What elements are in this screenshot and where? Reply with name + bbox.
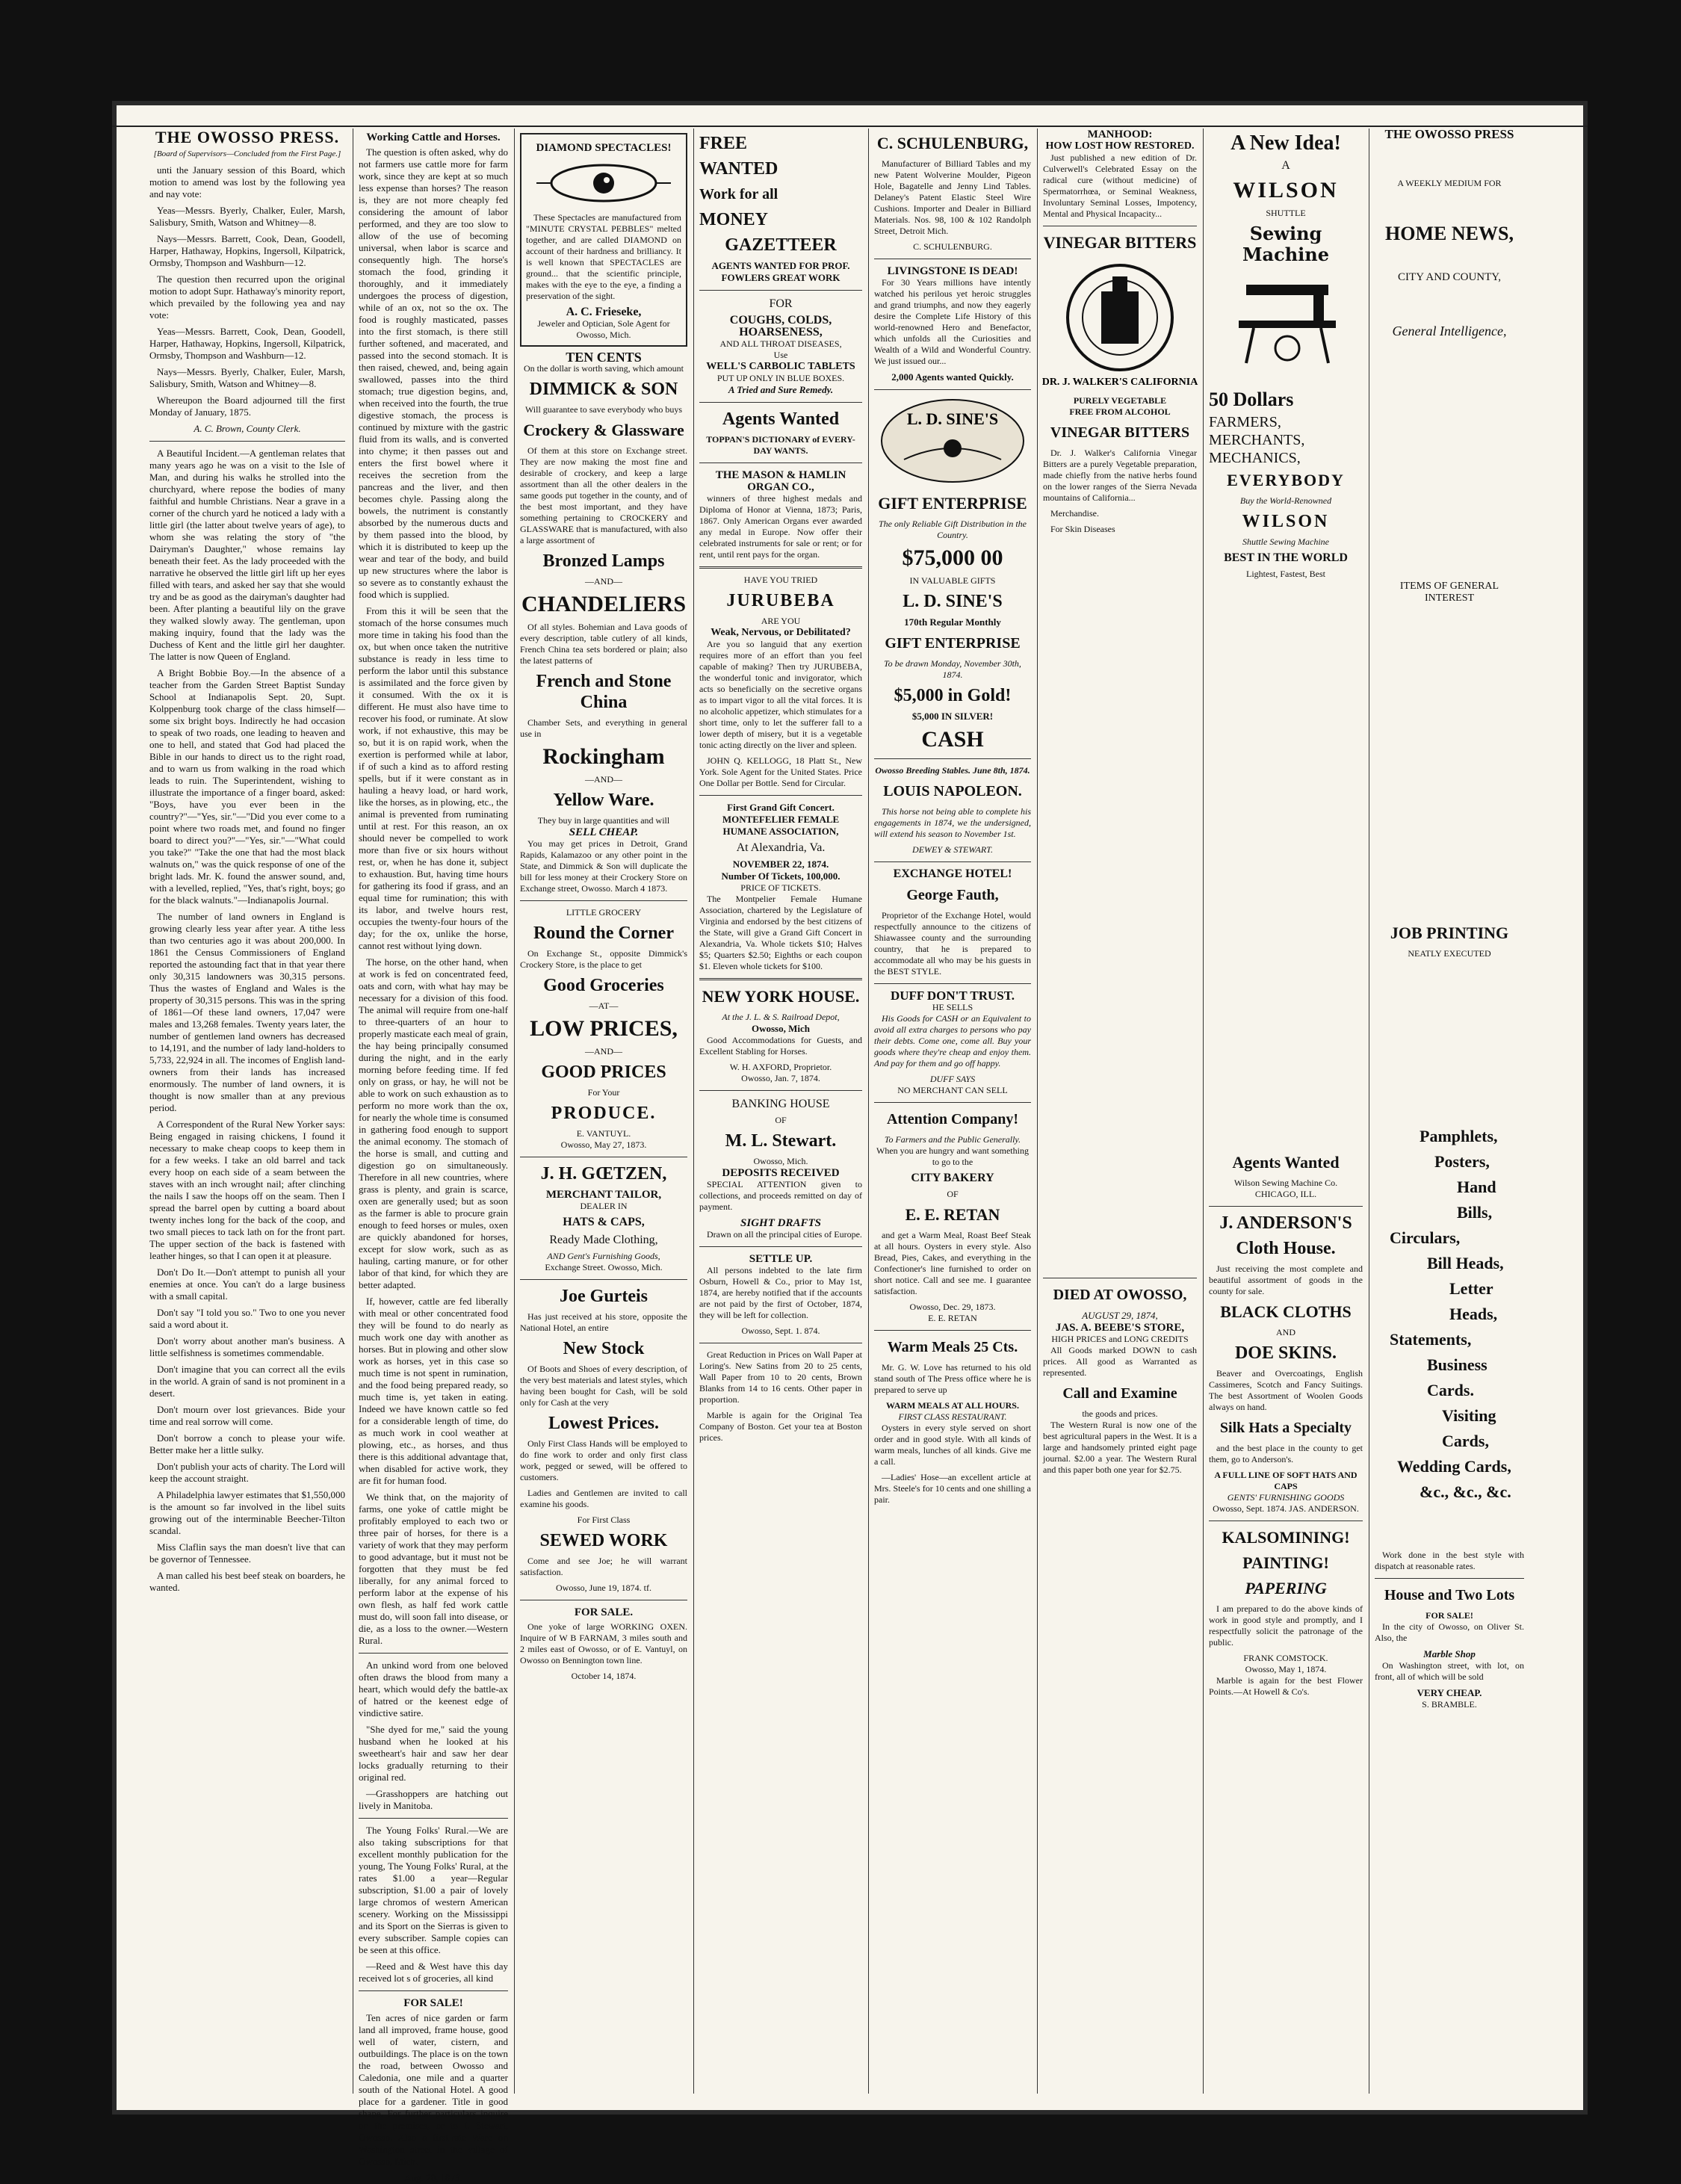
ad-text: Dr. J. Walker's California Vinegar Bitters are a purely Vegetable preparation, made chiefly from the native herbs found on the lower ranges of the Sierra Nevada mountains of California... bbox=[1043, 448, 1197, 503]
ad-title: Good Groceries bbox=[543, 976, 664, 995]
ad-text: For Skin Diseases bbox=[1050, 524, 1115, 534]
ad-title: Crockery & Glassware bbox=[523, 421, 684, 439]
ad-text: FOR SALE! bbox=[1425, 1610, 1473, 1621]
ad-text: Oysters in every style served on short order and in good style. With all kinds of warm meals, lunches of all kinds. Give me a call. bbox=[874, 1423, 1031, 1467]
ad-text: and the best place in the county to get them, go to Anderson's. bbox=[1209, 1443, 1363, 1464]
signature: A. C. Brown, County Clerk. bbox=[194, 423, 301, 434]
ad-text: MERCHANTS, bbox=[1209, 432, 1305, 448]
ad-text: For Your bbox=[587, 1087, 620, 1098]
ad-title: MANHOOD: bbox=[1087, 129, 1153, 140]
ad-text: Buy the World-Renowned bbox=[1239, 495, 1332, 506]
ad-title: C. SCHULENBURG, bbox=[876, 134, 1029, 152]
ad-title: Weak, Nervous, or Debilitated? bbox=[711, 627, 851, 638]
ad-title: FREE bbox=[699, 134, 748, 153]
ad-text: One yoke of large WORKING OXEN. Inquire of W B FARNAM, 3 miles south and 2 miles east of Owosso, or of E. Vantuyl, on Owosso on Bennington town line. bbox=[520, 1621, 687, 1665]
ad-text: Of them at this store on Exchange street. They are now making the most fine and desirable of crockery, and keep a large assortment than all the other dealers in the same goods put together in the county, and of the best most important, and they have something pertaining to CROCKERY and GLASSWARE that is manufactured, with also a large assortment of bbox=[520, 445, 687, 545]
ad-text: PURELY VEGETABLE bbox=[1073, 395, 1167, 406]
ad-text: Exchange Street. Owosso, Mich. bbox=[545, 1262, 663, 1272]
ad-title: GIFT ENTERPRISE bbox=[878, 494, 1027, 513]
ad-title: Attention Company! bbox=[886, 1111, 1019, 1127]
ad-text: Work done in the best style with dispatch at reasonable rates. bbox=[1375, 1550, 1524, 1571]
ad-title: DUFF DON'T TRUST. bbox=[890, 989, 1015, 1003]
ad-title: PRODUCE. bbox=[551, 1104, 657, 1123]
ad-title: L. D. SINE'S bbox=[903, 592, 1003, 611]
ad-sign: FRANK COMSTOCK. bbox=[1243, 1653, 1328, 1663]
top-rule bbox=[112, 126, 1588, 127]
ad-text: FIRST CLASS RESTAURANT. bbox=[898, 1411, 1007, 1422]
column-4 bbox=[699, 129, 862, 2094]
ad-title: TEN CENTS bbox=[566, 350, 642, 365]
ad-text: HE SELLS bbox=[932, 1002, 973, 1012]
story: Don't Do It.—Don't attempt to punish all your enemies at once. You can't do a large business with a small capital. bbox=[149, 1266, 345, 1302]
ad-text: PUT UP ONLY IN BLUE BOXES. bbox=[716, 373, 845, 383]
ad-text: These Spectacles are manufactured from "MINUTE CRYSTAL PEBBLES" melted together, and are called DIAMOND on account of their hardness and brilliancy. It is well known that SPECTACLES are ground... that the scientific principle, makes with the eye to the eye, a finding a preservation of the sight. bbox=[526, 212, 681, 301]
ad-title: LOW PRICES, bbox=[530, 1016, 678, 1041]
ad-title: First Grand Gift Concert. bbox=[727, 802, 835, 813]
subhead: [Board of Supervisors—Concluded from the First Page.] bbox=[153, 149, 341, 158]
ad-text: Owosso, Mich bbox=[752, 1023, 810, 1034]
ad-title: MONTEFELIER FEMALE HUMANE ASSOCIATION, bbox=[722, 814, 840, 837]
ad-text: Use bbox=[773, 350, 788, 360]
agent-sub: Jeweler and Optician, Sole Agent for Owosso, Mich. bbox=[537, 318, 670, 340]
ad-text: GENTS' FURNISHING GOODS bbox=[1227, 1492, 1345, 1503]
ad-text: A Tried and Sure Remedy. bbox=[728, 384, 834, 395]
ad-text: Mr. G. W. Love has returned to his old stand south of The Press office where he is prepared to serve up bbox=[874, 1362, 1031, 1395]
ad-title: Joe Gurteis bbox=[560, 1287, 648, 1306]
emblem-label: DR. J. WALKER'S CALIFORNIA bbox=[1041, 377, 1198, 388]
column-1 bbox=[149, 129, 345, 2094]
story: The number of land owners in England is growing clearly less year after year. A tithe less than two centuries ago it was about 200,000. In 1861 the Census Commissioners of England reported the astounding fact that in that year there only 30,315 landowners was 30,315 persons. Thus the wastes of England and Wales is the property of 30,315 persons. This was in the spring of 1861—Of these land owners, 17,047 were males and 13,268 females. Twenty years later, the number of gentlemen land owners has decreased to 14,191, and the number of lady land-holders to 5,733, 22,924 in all. The incomes of English land-owners from their lands has increased enormously. The number of land owners, it is thought is now smaller than at any previous period. bbox=[149, 911, 345, 1113]
ad-text: Of all styles. Bohemian and Lava goods of every description, table cutlery of all kinds, French China tea sets bordered or plain; also the latest patterns of bbox=[520, 622, 687, 666]
page-edge-left bbox=[0, 0, 112, 2143]
ad-text: VERY CHEAP. bbox=[1417, 1687, 1482, 1698]
job-handbills: Hand Bills, bbox=[1457, 1178, 1496, 1222]
ad-amount: $5,000 IN SILVER! bbox=[911, 711, 994, 722]
story: Don't imagine that you can correct all the evils in the world. A grain of sand is not prominent in a desert. bbox=[149, 1364, 345, 1399]
ad-title: Call and Examine bbox=[1062, 1385, 1177, 1402]
ad-title: SEWED WORK bbox=[539, 1531, 668, 1550]
ad-title: Rockingham bbox=[542, 744, 665, 769]
date: Aug. 20, 1873. bbox=[404, 2172, 462, 2183]
ad-text: Wilson Sewing Machine Co. bbox=[1233, 1178, 1338, 1188]
ad-text: The Montpelier Female Humane Association, chartered by the Legislature of Virginia and endorsed by the best citizens of the State, will give a Grand Gift Concert in Alexandria, Va. Whole tickets $10; Halves $5; Quarters $2.50; Eighths or each coupon $1. Eleven whole tickets for $100. bbox=[699, 894, 862, 971]
ad-text: Number Of Tickets, 100,000. bbox=[721, 870, 840, 882]
ad-text: You may get prices in Detroit, Grand Rapids, Kalamazoo or any other point in the State, and Dimmick & Son will duplicate the bill for less money at their Crockery Store on Exchange street, Owosso. March 4 1873. bbox=[520, 838, 687, 894]
emblem-title: L. D. SINE'S bbox=[906, 409, 999, 428]
ad-text: Just published a new edition of Dr. Culverwell's Celebrated Essay on the radical cure (without medicine) of Spermatorrhœa, or Seminal Weakness, Involuntary Seminal Losses, Impotency, Mental and Physical Incapacity... bbox=[1043, 152, 1197, 219]
ad-text: Owosso, Mich. bbox=[753, 1156, 808, 1166]
ad-text: HAVE YOU TRIED bbox=[743, 575, 818, 585]
ad-date: Owosso, May 1, 1874. bbox=[1245, 1664, 1327, 1674]
ad-text: Just receiving the most complete and beautiful assortment of goods in the county for sale. bbox=[1209, 1263, 1363, 1296]
ad-title: Bronzed Lamps bbox=[542, 551, 665, 571]
ad-and: —AND— bbox=[585, 576, 622, 587]
job-statements: Statements, bbox=[1390, 1330, 1472, 1349]
article-paragraph: The question is often asked, why do not farmers use cattle more for farm work, since they are kept at so much less expense than horses? The reason is, they are not more cheaply fed considering the amount of labor performed, and they are too slow to allow of the use of becoming universal, when labor is scarce and consequently high. The horse's stomach the food, grinding it thoroughly, and it immediately undergoes the process of digestion, while of an ox, not so the ox. The food is roughly masticated, passes into the first stomach, is there still further softened, and macerated, and passed into the second stomach. It is then raised, chewed, and, being again swallowed, passes into the third stomach; true digestion begins, and, when received into the fourth, the true digestive stomach, the process is continued by mixture with the gastric fluid from its walls, and is converted into chyme; it then passes out and enters the first bowel where it receives the secretion from the pancreas and the liver, and then becomes chyle. Passing along the bowels, the nutriment is constantly absorbed by the numerous ducts and by them passed into the blood, by which it is distributed to keep up the wear and tear of the body, and build up new structures where the labor is so severe as to constantly exhaust the food which is supplied. bbox=[359, 146, 508, 600]
ad-text: On Washington street, with lot, on front, all of which will be sold bbox=[1375, 1660, 1524, 1682]
gift-enterprise-emblem-icon bbox=[874, 396, 1031, 486]
ad-text: JOHN Q. KELLOGG, 18 Platt St., New York. Sole Agent for the United States. Price One Dollar per Bottle. Send for Circular. bbox=[699, 755, 862, 788]
ad-text: All Goods marked DOWN to cash prices. All good as Warranted as represented. bbox=[1043, 1345, 1197, 1378]
ad-sign: C. SCHULENBURG. bbox=[913, 241, 992, 252]
ad-title: EVERYBODY bbox=[1227, 471, 1345, 489]
story: A man called his best beef steak on boarders, he wanted. bbox=[149, 1570, 345, 1593]
ad-text: winners of three highest medals and Diploma of Honor at Vienna, 1873; Paris, 1867. Only American Organs ever awarded any medal in Europe. Now offer their celebrated instruments for sale or rent; or for rent, until rent pays for the organ. bbox=[699, 493, 862, 560]
ad-title: DIMMICK & SON bbox=[529, 380, 678, 399]
ad-text: Manufacturer of Billiard Tables and my new Patent Wolverine Moulder, Pigeon Hole, Bagatelle and Jenny Lind Tables. Delaney's Patent Elastic Steel Wire Cushions. Importer and Dealer in Billiard Materials. Nos. 98, 100 & 102 Randolph Street, Detroit Mich. bbox=[874, 158, 1031, 236]
article-paragraph: From this it will be seen that the stomach of the horse consumes much more time in taking his food than the ox, but when once taken the nutritive substance is ready in less time to perform the labor until this substance is assimilated and the force given by it consumed. With the ox it is different. He must also have time to recover his food, or ruminate. At slow work, if not exhaustive, this may be so, but it is on rapid work, when the exertion is performed while at labor, if of such a kind as to afford resting spells, but if it were constant as in hauling a heavy load, or hard work, like the horses, as in plowing, etc., the animal is prevented from ruminating until at rest. For this reason, an ox should never be compelled to work more than five or six hours without rest, or, when he has done it, subject to exhaustion. But, having time hours for gathering its food if grass, and an equal time for rumination; this with its labor, and twelve hours rest, occupies the twenty-four hours of the day; for the ox, unlike the horse, cannot rest without lying down. bbox=[359, 605, 508, 951]
ad-text: Of Boots and Shoes of every description, of the very best materials and latest styles, which having been bought for Cash, will be sold only for Cash at the very bbox=[520, 1364, 687, 1408]
story: Miss Claflin says the man doesn't live that can be governor of Tennessee. bbox=[149, 1541, 345, 1565]
ad-text: Chamber Sets, and everything in general use in bbox=[520, 717, 687, 739]
ad-text: For First Class bbox=[577, 1515, 631, 1525]
story: A Bright Bobbie Boy.—In the absence of a teacher from the Garden Street Baptist Sunday School at Indianapolis Sept. 20, Supt. Kolppenburg took charge of the class himself—some six bright boys. Indirectly he had occasion to speak of two roads, one leading to heaven and one to hell, and stated that God had placed the Bible in our hands to direct us to the right road, and to warn us from walking in the road which leads to ruin. The Superintendent, wishing to illustrate the importance of a finger board, asked: "Boys, have you ever been in the country?"—"Yes, sir."—"Did you ever come to a point where two roads met, and found no finger board to direct you?"—"Yes, sir."—"What could you take?" "Take the one that had the most black walnuts on," was the quick response of one of the bright lads. Mr. K. found the answer sound, and, with a levelled, replied, "Yes, that's right, boys; go for the black walnuts."—Indianapolis Journal. bbox=[149, 667, 345, 906]
notice: —Reed and & West have this day received lot s of groceries, all kind bbox=[359, 1961, 508, 1984]
ad-text: General Intelligence, bbox=[1392, 324, 1507, 338]
column-rule bbox=[1037, 129, 1038, 2094]
column-2 bbox=[359, 129, 508, 2183]
ad-and: —AND— bbox=[585, 774, 622, 785]
job-posters: Posters, bbox=[1434, 1152, 1490, 1171]
story: A Philadelphia lawyer estimates that $1,550,000 is the amount so far involved in the libel suits growing out of the interminable Beecher-Tilton scandal. bbox=[149, 1489, 345, 1536]
article-paragraph: Yeas—Messrs. Barrett, Cook, Dean, Goodell, Harper, Hathaway, Hopkins, Ingersoll, Kilpatrick, Ormsby, Thompson and Washburn—12. bbox=[149, 326, 345, 361]
ad-title: MONEY bbox=[699, 210, 768, 229]
faded-text-block bbox=[1209, 580, 1363, 1148]
ad-text: When you are hungry and want something to go to the bbox=[876, 1145, 1029, 1167]
column-3 bbox=[520, 129, 687, 2094]
ad-title: M. L. Stewart. bbox=[725, 1131, 837, 1151]
ad-text: A FULL LINE OF SOFT HATS AND CAPS bbox=[1214, 1470, 1358, 1491]
ad-text: Proprietor of the Exchange Hotel, would respectfully announce to the citizens of Shiawassee county and the surrounding country, that he is prepared to accommodate all who may be his guests in the BEST STYLE. bbox=[874, 910, 1031, 977]
ad-title: George Fauth, bbox=[906, 887, 999, 903]
ad-date: Owosso, Sept. 1874. JAS. ANDERSON. bbox=[1213, 1503, 1359, 1514]
article-paragraph: We think that, on the majority of farms, one yoke of cattle might be profitably employed to each two or three pair of horses, for there is a variety of work that they may perform to good advantage, but it must not be forgotten that they must be fed liberally, for any animal forced to perform labor at the expense of his own flesh, as half fed work cattle must do, will soon fall into disease, or die, as a loss to the owner.—Western Rural. bbox=[359, 1491, 508, 1646]
vinegar-bitters-emblem-icon bbox=[1043, 258, 1197, 392]
column-rule bbox=[514, 129, 515, 2094]
ad-text: FOR bbox=[769, 297, 793, 310]
article-paragraph: The horse, on the other hand, when at work is fed on concentrated feed, oats and corn, with what hay may be necessary for a division of this food. The animal will require from one-half to three-quarters of an hour to properly masticate each meal of grain, the hay being principally consumed during the night, and in the early morning before feeding time. If fed only on grass, or hay, he will not be able to work on such exhaustion as to perform no more work than the ox, for nearly the whole time is consumed in gathering food enough to support the animal economy. The stomach of the horse is small, and cutting and digestion go on simultaneously. Therefore in all new countries, where grass is plenty, and grain is scarce, oxen are generally used; but as soon as the farmer is able to procure grain enough to feed horses or mules, oxen are quickly abandoned for horses, except for slow work, such as as hauling, carting manure, or for other labor of that kind, for which they are better adapted. bbox=[359, 956, 508, 1290]
ad-title: Sewing Machine bbox=[1242, 223, 1329, 265]
agent-name: A. C. Frieseke, bbox=[566, 306, 642, 318]
item: "She dyed for me," said the young husband when he looked at his sweetheart's hair and saw her dear locks gradually returning to their original red. bbox=[359, 1724, 508, 1783]
ad-text: AUGUST 29, 1874, bbox=[1082, 1310, 1158, 1321]
ad-title: Marble Shop bbox=[1423, 1648, 1476, 1659]
ad-text: Owosso Breeding Stables. June 8th, 1874. bbox=[875, 765, 1030, 776]
job-billheads: Bill Heads, bbox=[1427, 1254, 1504, 1272]
ad-date: October 14, 1874. bbox=[571, 1671, 637, 1681]
ad-text: The Western Rural is now one of the best agricultural papers in the West. It is a large and handsomely printed eight page journal. $2.00 a year. The Western Rural and this paper both one year for $2.75. bbox=[1043, 1420, 1197, 1475]
ad-text: Has just received at his store, opposite the National Hotel, an entire bbox=[520, 1311, 687, 1333]
job-circulars: Circulars, bbox=[1390, 1228, 1461, 1247]
ad-title: A New Idea! bbox=[1230, 132, 1341, 155]
masthead: THE OWOSSO PRESS. bbox=[155, 128, 340, 146]
ad-title: CITY BAKERY bbox=[911, 1172, 994, 1184]
ad-text: Drawn on all the principal cities of Europe. bbox=[707, 1229, 862, 1240]
ad-title: AGENTS WANTED FOR PROF. FOWLERS GREAT WORK bbox=[711, 260, 850, 283]
ad-title: SETTLE UP. bbox=[749, 1253, 813, 1265]
ad-text: HIGH PRICES and LONG CREDITS bbox=[1051, 1334, 1189, 1344]
ad-title: BEST IN THE WORLD bbox=[1224, 551, 1348, 564]
ad-amount: $75,000 00 bbox=[902, 545, 1003, 570]
ad-title: PAINTING! bbox=[1242, 1553, 1329, 1572]
ad-title: Lowest Prices. bbox=[548, 1414, 659, 1433]
ad-text: NOVEMBER 22, 1874. bbox=[732, 859, 829, 870]
ad-date: Owosso, June 19, 1874. tf. bbox=[556, 1583, 651, 1593]
ad-text: OF bbox=[947, 1189, 959, 1199]
ad-title: WANTED bbox=[699, 159, 778, 179]
column-rule bbox=[868, 129, 869, 2094]
article-paragraph: If, however, cattle are fed liberally with meal or other concentrated food they will be found to do nearly as much work one day with another as horses. But in plowing and other slow work as horses, yet in this case so much time is not spent in rumination, and the food being prepared ready, so much time is, yet taken in eating. Indeed we have known cattle so fed for a considerable length of time, do as much work in cool weather at plowing, etc., as horses, and thus there is this additional advantage that, when disabled for active work, they are fit for human food. bbox=[359, 1296, 508, 1486]
ad-title: Round the Corner bbox=[533, 924, 674, 943]
eye-icon bbox=[526, 157, 681, 209]
ad-title: EXCHANGE HOTEL! bbox=[893, 867, 1012, 880]
ad-title: THE MASON & HAMLIN ORGAN CO., bbox=[715, 469, 846, 493]
ad-title: PAPERING bbox=[1245, 1579, 1327, 1597]
ad-text: AND ALL THROAT DISEASES, bbox=[719, 338, 842, 349]
ad-text: AND bbox=[1276, 1327, 1295, 1337]
column-6 bbox=[1043, 129, 1197, 2094]
ad-title: MERCHANT TAILOR, bbox=[545, 1189, 662, 1201]
sewing-machine-icon bbox=[1209, 270, 1363, 367]
ad-amount: $5,000 in Gold! bbox=[894, 686, 1012, 705]
ad-text: SHUTTLE bbox=[1266, 208, 1306, 218]
ad-title: Agents Wanted bbox=[722, 409, 840, 429]
ad-title: VINEGAR BITTERS bbox=[1043, 233, 1197, 252]
ad-title: HATS & CAPS, bbox=[563, 1216, 645, 1228]
article-title: Working Cattle and Horses. bbox=[366, 132, 501, 143]
ad-title: GOOD PRICES bbox=[541, 1062, 666, 1082]
ad-title: SIGHT DRAFTS bbox=[740, 1217, 821, 1229]
article-paragraph: Whereupon the Board adjourned till the first Monday of January, 1875. bbox=[149, 395, 345, 418]
ad-text: E. VANTUYL. bbox=[576, 1128, 631, 1139]
ad-title: Work for all bbox=[699, 186, 778, 202]
ad-title: Agents Wanted bbox=[1232, 1153, 1340, 1172]
ad-text: All persons indebted to the late firm Osburn, Howell & Co., prior to May 1st, 1874, are hereby notified that if the accounts are not paid by the first of October, 1874, they will be left for collection. bbox=[699, 1265, 862, 1320]
ad-title: THE OWOSSO PRESS bbox=[1384, 127, 1514, 141]
ad-sign: E. E. RETAN bbox=[928, 1313, 977, 1323]
ad-text: Come and see Joe; he will warrant satisfaction. bbox=[520, 1556, 687, 1577]
ad-title: CASH bbox=[921, 727, 984, 752]
item: —Grasshoppers are hatching out lively in Manitoba. bbox=[359, 1788, 508, 1811]
ad-title: WILSON bbox=[1233, 178, 1339, 202]
ad-title: New Stock bbox=[563, 1339, 645, 1358]
ad-text: MECHANICS, bbox=[1209, 450, 1301, 466]
ad-text: SPECIAL ATTENTION given to collections, and proceeds remitted on day of payment. bbox=[699, 1179, 862, 1212]
column-8 bbox=[1375, 129, 1524, 2094]
ad-text: They buy in large quantities and will bbox=[537, 815, 670, 826]
ad-and: —AT— bbox=[589, 1000, 619, 1011]
story: Don't worry about another man's business. A little selfishness is sometimes commendable. bbox=[149, 1335, 345, 1358]
job-pamphlets: Pamphlets, bbox=[1420, 1127, 1498, 1145]
ad-title: HOME NEWS, bbox=[1385, 223, 1514, 244]
ad-title: J. ANDERSON'S bbox=[1219, 1213, 1352, 1233]
article-paragraph: Yeas—Messrs. Byerly, Chalker, Euler, Marsh, Salisbury, Smith, Watson and Whitney—8. bbox=[149, 205, 345, 228]
ad-title: TOPPAN'S DICTIONARY of EVERY-DAY WANTS. bbox=[706, 434, 855, 456]
ad-date: Owosso, Sept. 1. 874. bbox=[741, 1325, 820, 1336]
ad-title: Yellow Ware. bbox=[553, 791, 654, 810]
ad-title: COUGHS, COLDS, HOARSENESS, bbox=[729, 314, 832, 338]
ad-text: Lightest, Fastest, Best bbox=[1246, 569, 1325, 579]
ad-title: BANKING HOUSE bbox=[731, 1098, 830, 1110]
ad-title: NEW YORK HOUSE. bbox=[702, 987, 860, 1006]
article-paragraph: The question then recurred upon the original motion to adopt Supr. Hathaway's minority report, which prevailed by the following yea and nay vote: bbox=[149, 273, 345, 321]
ad-text: ITEMS OF GENERAL INTEREST bbox=[1399, 581, 1499, 604]
ad-title: HOW LOST HOW RESTORED. bbox=[1045, 140, 1195, 152]
ad-text: Marble is again for the best Flower Points.—At Howell & Co's. bbox=[1209, 1675, 1363, 1697]
ad-text: the goods and prices. bbox=[1082, 1408, 1158, 1419]
story: Don't publish your acts of charity. The Lord will keep the account straight. bbox=[149, 1461, 345, 1484]
ad-text: FARMERS, bbox=[1209, 414, 1281, 430]
column-7 bbox=[1209, 129, 1363, 2094]
story: A Correspondent of the Rural New Yorker says: Being engaged in raising chickens, I found it necessary to make cheap coops to keep them in for a few weeks. I take an old barrel and tack every hoop on each side of a seam between the staves with an inch wrought nail; after clinching the nails I saw the hoops off on the seam. Then I spread the barrel open by cutting a board about twenty inches long for the back of the coop, and two small pieces to tack lath on for the front part. The upper section of the back is fastened with leather hinges, so that I can open it at pleasure. bbox=[149, 1119, 345, 1261]
ad-title: VINEGAR BITTERS bbox=[1050, 424, 1190, 441]
ad-text: His Goods for CASH or an Equivalent to avoid all extra charges to persons who pay their debts. Come one, come all. Buy your goods where they're cheap and enjoy them. And pay for them and go off happy. bbox=[874, 1013, 1031, 1068]
ad-sign: S. BRAMBLE. bbox=[1422, 1699, 1477, 1710]
ad-text: NEATLY EXECUTED bbox=[1408, 948, 1491, 959]
ad-text: Are you so languid that any exertion requires more of an effort than you feel capable of making? Then try JURUBEBA, the wonderful tonic and invigorator, which acts so beneficially on the secretive organs as to impart vigor to all the vital forces. It is no alcoholic appetizer, which stimulates for a short time, only to let the sufferer fall to a lower depth of misery, but it is a vegetable tonic acting directly on the liver and spleen. bbox=[699, 639, 862, 750]
story: Don't say "I told you so." Two to one you never said a word about it. bbox=[149, 1307, 345, 1330]
ad-title: DIAMOND SPECTACLES! bbox=[536, 142, 672, 154]
forsale-heading: FOR SALE! bbox=[403, 1997, 463, 2009]
ad-title: FOR SALE. bbox=[574, 1606, 634, 1618]
ad-text: The only Reliable Gift Distribution in the Country. bbox=[879, 519, 1027, 540]
job-letterheads: Letter Heads, bbox=[1449, 1279, 1498, 1323]
page-edge-right bbox=[1588, 0, 1681, 2143]
ad-text: AND Gent's Furnishing Goods, bbox=[547, 1251, 660, 1261]
ad-text: On the dollar is worth saving, which amount bbox=[524, 363, 684, 374]
ad-text: A WEEKLY MEDIUM FOR bbox=[1397, 178, 1502, 188]
job-etc: &c., &c., &c. bbox=[1420, 1482, 1511, 1501]
job-wedding-cards: Wedding Cards, bbox=[1397, 1457, 1511, 1476]
ad-text: 2,000 Agents wanted Quickly. bbox=[891, 371, 1014, 383]
ad-title: LITTLE GROCERY bbox=[566, 907, 642, 918]
article-paragraph: Nays—Messrs. Byerly, Chalker, Euler, Marsh, Salisbury, Smith, Watson and Whitney—8. bbox=[149, 366, 345, 389]
faded-text-block bbox=[1043, 539, 1197, 1272]
column-rule bbox=[1203, 129, 1204, 2094]
ad-text: DEALER IN bbox=[580, 1201, 628, 1211]
ad-text: CHICAGO, ILL. bbox=[1254, 1189, 1317, 1199]
ad-text: CITY AND COUNTY, bbox=[1398, 271, 1501, 283]
ad-text: To be drawn Monday, November 30th, 1874. bbox=[884, 658, 1021, 680]
ad-text: and get a Warm Meal, Roast Beef Steak at all hours. Oysters in every style. Also Bread, Pies, Cakes, and everything in the Confectioner's line furnished to order on short notice. Call and see me. I guarantee satisfaction. bbox=[874, 1230, 1031, 1296]
ad-text: —Ladies' Hose—an excellent article at Mrs. Steele's for 10 cents and one shilling a pair. bbox=[874, 1472, 1031, 1505]
ad-title: J. H. GŒTZEN, bbox=[540, 1164, 667, 1184]
ad-text: I am prepared to do the above kinds of work in good style and promptly, and I respectfully solicit the patronage of the public. bbox=[1209, 1603, 1363, 1648]
ad-title: Cloth House. bbox=[1236, 1239, 1336, 1258]
ad-text: On Exchange St., opposite Dimmick's Crockery Store, is the place to get bbox=[520, 948, 687, 970]
ad-title: DIED AT OWOSSO, bbox=[1053, 1287, 1187, 1303]
ad-title: GIFT ENTERPRISE bbox=[885, 635, 1021, 652]
ad-text: Good Accommodations for Guests, and Excellent Stabling for Horses. bbox=[699, 1035, 862, 1057]
ad-title: French and Stone China bbox=[536, 672, 672, 712]
ad-title: JOB PRINTING bbox=[1390, 924, 1509, 942]
job-visiting-cards: Visiting Cards, bbox=[1442, 1406, 1496, 1450]
forsale-text: Ten acres of nice garden or farm land all improved, frame house, good well of water, cistern, and outbuildings. The place is on the town the road, between Owosso and Caledonia, one mile and a quarter south of the National Hotel. A good place for a gardener. Title in good shape. For further particulars inquire on the premises, or to I. Stewart, Owosso. Also a first-rate Ware on Washington street in the village of Owosso, Mich. bbox=[359, 2012, 508, 2167]
ad-title: DEPOSITS RECEIVED bbox=[722, 1167, 840, 1179]
article-paragraph: Nays—Messrs. Barrett, Cook, Dean, Goodell, Harper, Hathaway, Hopkins, Ingersoll, Kilpatrick, Ormsby, Thompson and Washburn—12. bbox=[149, 233, 345, 268]
story: A Beautiful Incident.—A gentleman relates that many years ago he was on a visit to the Isle of Man, and during his walks he strolled into the churchyard, where repose the bodies of many faithful and humble Christians. Near a grave in a corner of the church yard he noticed a lady with a little girl (the latter about twelve years of age), to whom she was relating the story of "the Dairyman's Daughter," whose remains lay beneath their feet. As the lady proceeded with the narrative he observed the little girl lift up her eyes filled with tears, and asked her say that she would try and be as good as the dairyman's daughter had been. After planting a beautiful lily on the grave they walked slowly away. The gentleman, upon making inquiry, found that the lady was the Duchess of Kent and the little girl her daughter. The latter is now Queen of England. bbox=[149, 448, 345, 662]
ad-title: GAZETTEER bbox=[725, 235, 837, 255]
ad-text: PRICE OF TICKETS. bbox=[740, 882, 821, 893]
ad-text: Marble is again for the Original Tea Company of Boston. Get your tea at Boston prices. bbox=[699, 1410, 862, 1443]
ad-title: KALSOMINING! bbox=[1222, 1528, 1350, 1547]
ad-title: CHANDELIERS bbox=[521, 592, 687, 616]
ad-sign: DEWEY & STEWART. bbox=[912, 844, 993, 855]
ad-text: FREE FROM ALCOHOL bbox=[1069, 406, 1171, 417]
ad-text: Shuttle Sewing Machine bbox=[1242, 536, 1329, 547]
ad-title: DOE SKINS. bbox=[1234, 1343, 1337, 1363]
ad-title: E. E. RETAN bbox=[905, 1205, 1000, 1224]
ad-and: —AND— bbox=[585, 1046, 622, 1057]
ad-title: Silk Hats a Specialty bbox=[1219, 1420, 1352, 1436]
ad-title: JURUBEBA bbox=[726, 591, 835, 610]
ad-title: SELL CHEAP. bbox=[569, 826, 639, 838]
ad-text: 170th Regular Monthly bbox=[904, 616, 1001, 628]
ad-text: Ladies and Gentlemen are invited to call examine his goods. bbox=[520, 1488, 687, 1509]
ad-date: Owosso, May 27, 1873. bbox=[560, 1139, 647, 1150]
ad-text: Only First Class Hands will be employed to do fine work to order and only first class work, pegged or sewed, will be offered to customers. bbox=[520, 1438, 687, 1482]
ad-text: At Alexandria, Va. bbox=[736, 841, 826, 854]
ad-title: LIVINGSTONE IS DEAD! bbox=[887, 265, 1018, 277]
article-paragraph: unti the January session of this Board, which motion to amend was lost by the following yea and nay vote: bbox=[149, 164, 345, 199]
ad-date: Owosso, Jan. 7, 1874. bbox=[741, 1073, 820, 1083]
ad-text: OF bbox=[775, 1115, 787, 1125]
ad-text: Great Reduction in Prices on Wall Paper at Loring's. New Satins from 20 to 25 cents, Wall Paper from 10 to 20 cents, Brown Blanks from 14 to 16 cents. Other paper in proportion. bbox=[699, 1349, 862, 1405]
ad-text: DUFF SAYS bbox=[929, 1074, 976, 1084]
ad-text: Beaver and Overcoatings, English Cassimeres, Scotch and Fancy Suitings. The best Assortment of Woolen Goods always on hand. bbox=[1209, 1368, 1363, 1412]
ad-text: To Farmers and the Public Generally. bbox=[884, 1134, 1021, 1145]
ad-title: JAS. A. BEEBE'S STORE, bbox=[1055, 1322, 1185, 1334]
story: Don't mourn over lost grievances. Bide your time and real sorrow will come. bbox=[149, 1404, 345, 1427]
item: An unkind word from one beloved often draws the blood from many a heart, which would defy the battle-ax of hatred or the keenest edge of vindictive satire. bbox=[359, 1659, 508, 1719]
ad-title: WILSON bbox=[1242, 512, 1330, 531]
ad-text: At the J. L. & S. Railroad Depot, bbox=[722, 1012, 840, 1022]
ad-text: NO MERCHANT CAN SELL bbox=[897, 1085, 1008, 1095]
ad-text: IN VALUABLE GIFTS bbox=[909, 575, 996, 586]
ad-title: LOUIS NAPOLEON. bbox=[883, 783, 1022, 799]
ad-title: Ready Made Clothing, bbox=[549, 1234, 658, 1246]
ad-text: Will guarantee to save everybody who buys bbox=[524, 404, 683, 415]
column-5 bbox=[874, 129, 1031, 2094]
ad-text: A bbox=[1281, 159, 1290, 172]
ad-text: This horse not being able to complete his engagements in 1874, we the undersigned, will extend his season to November 1st. bbox=[874, 806, 1031, 839]
notice: The Young Folks' Rural.—We are also taking subscriptions for that excellent monthly publication for the young, The Young Folks' Rural, at the rates $1.00 a year—Regular subscription, $1.00 a pair of lovely large chromos of western American scenery. Working on the Mississippi and its Sport on the Sierras is given to every subscriber. Sample copies can be seen at this office. bbox=[359, 1825, 508, 1955]
ad-text: Merchandise. bbox=[1050, 508, 1099, 519]
ad-text: W. H. AXFORD, Proprietor. bbox=[729, 1062, 832, 1072]
ad-title: House and Two Lots bbox=[1384, 1587, 1515, 1603]
ad-text: ARE YOU bbox=[761, 616, 801, 626]
ad-text: WARM MEALS AT ALL HOURS. bbox=[886, 1400, 1019, 1411]
ad-title: Warm Meals 25 Cts. bbox=[887, 1339, 1018, 1355]
ad-date: Owosso, Dec. 29, 1873. bbox=[909, 1302, 996, 1312]
ad-text: For 30 Years millions have intently watched his perilous yet heroic struggles and grand triumphs, and now they eagerly desire the Complete Life History of this world-renowned Hero and Benefactor, which unfolds all the Curiosities and Wealth of a Wild and Wonderful Country. We just issued our... bbox=[874, 277, 1031, 366]
job-business-cards: Business Cards. bbox=[1427, 1355, 1487, 1399]
ad-title: 50 Dollars bbox=[1209, 389, 1294, 410]
ad-title: BLACK CLOTHS bbox=[1220, 1302, 1352, 1321]
ad-title: WELL'S CARBOLIC TABLETS bbox=[706, 361, 855, 372]
column-rule bbox=[693, 129, 694, 2094]
story: Don't borrow a conch to please your wife. Better make her a little sulky. bbox=[149, 1432, 345, 1456]
ad-text: In the city of Owosso, on Oliver St. Also, the bbox=[1375, 1621, 1524, 1643]
